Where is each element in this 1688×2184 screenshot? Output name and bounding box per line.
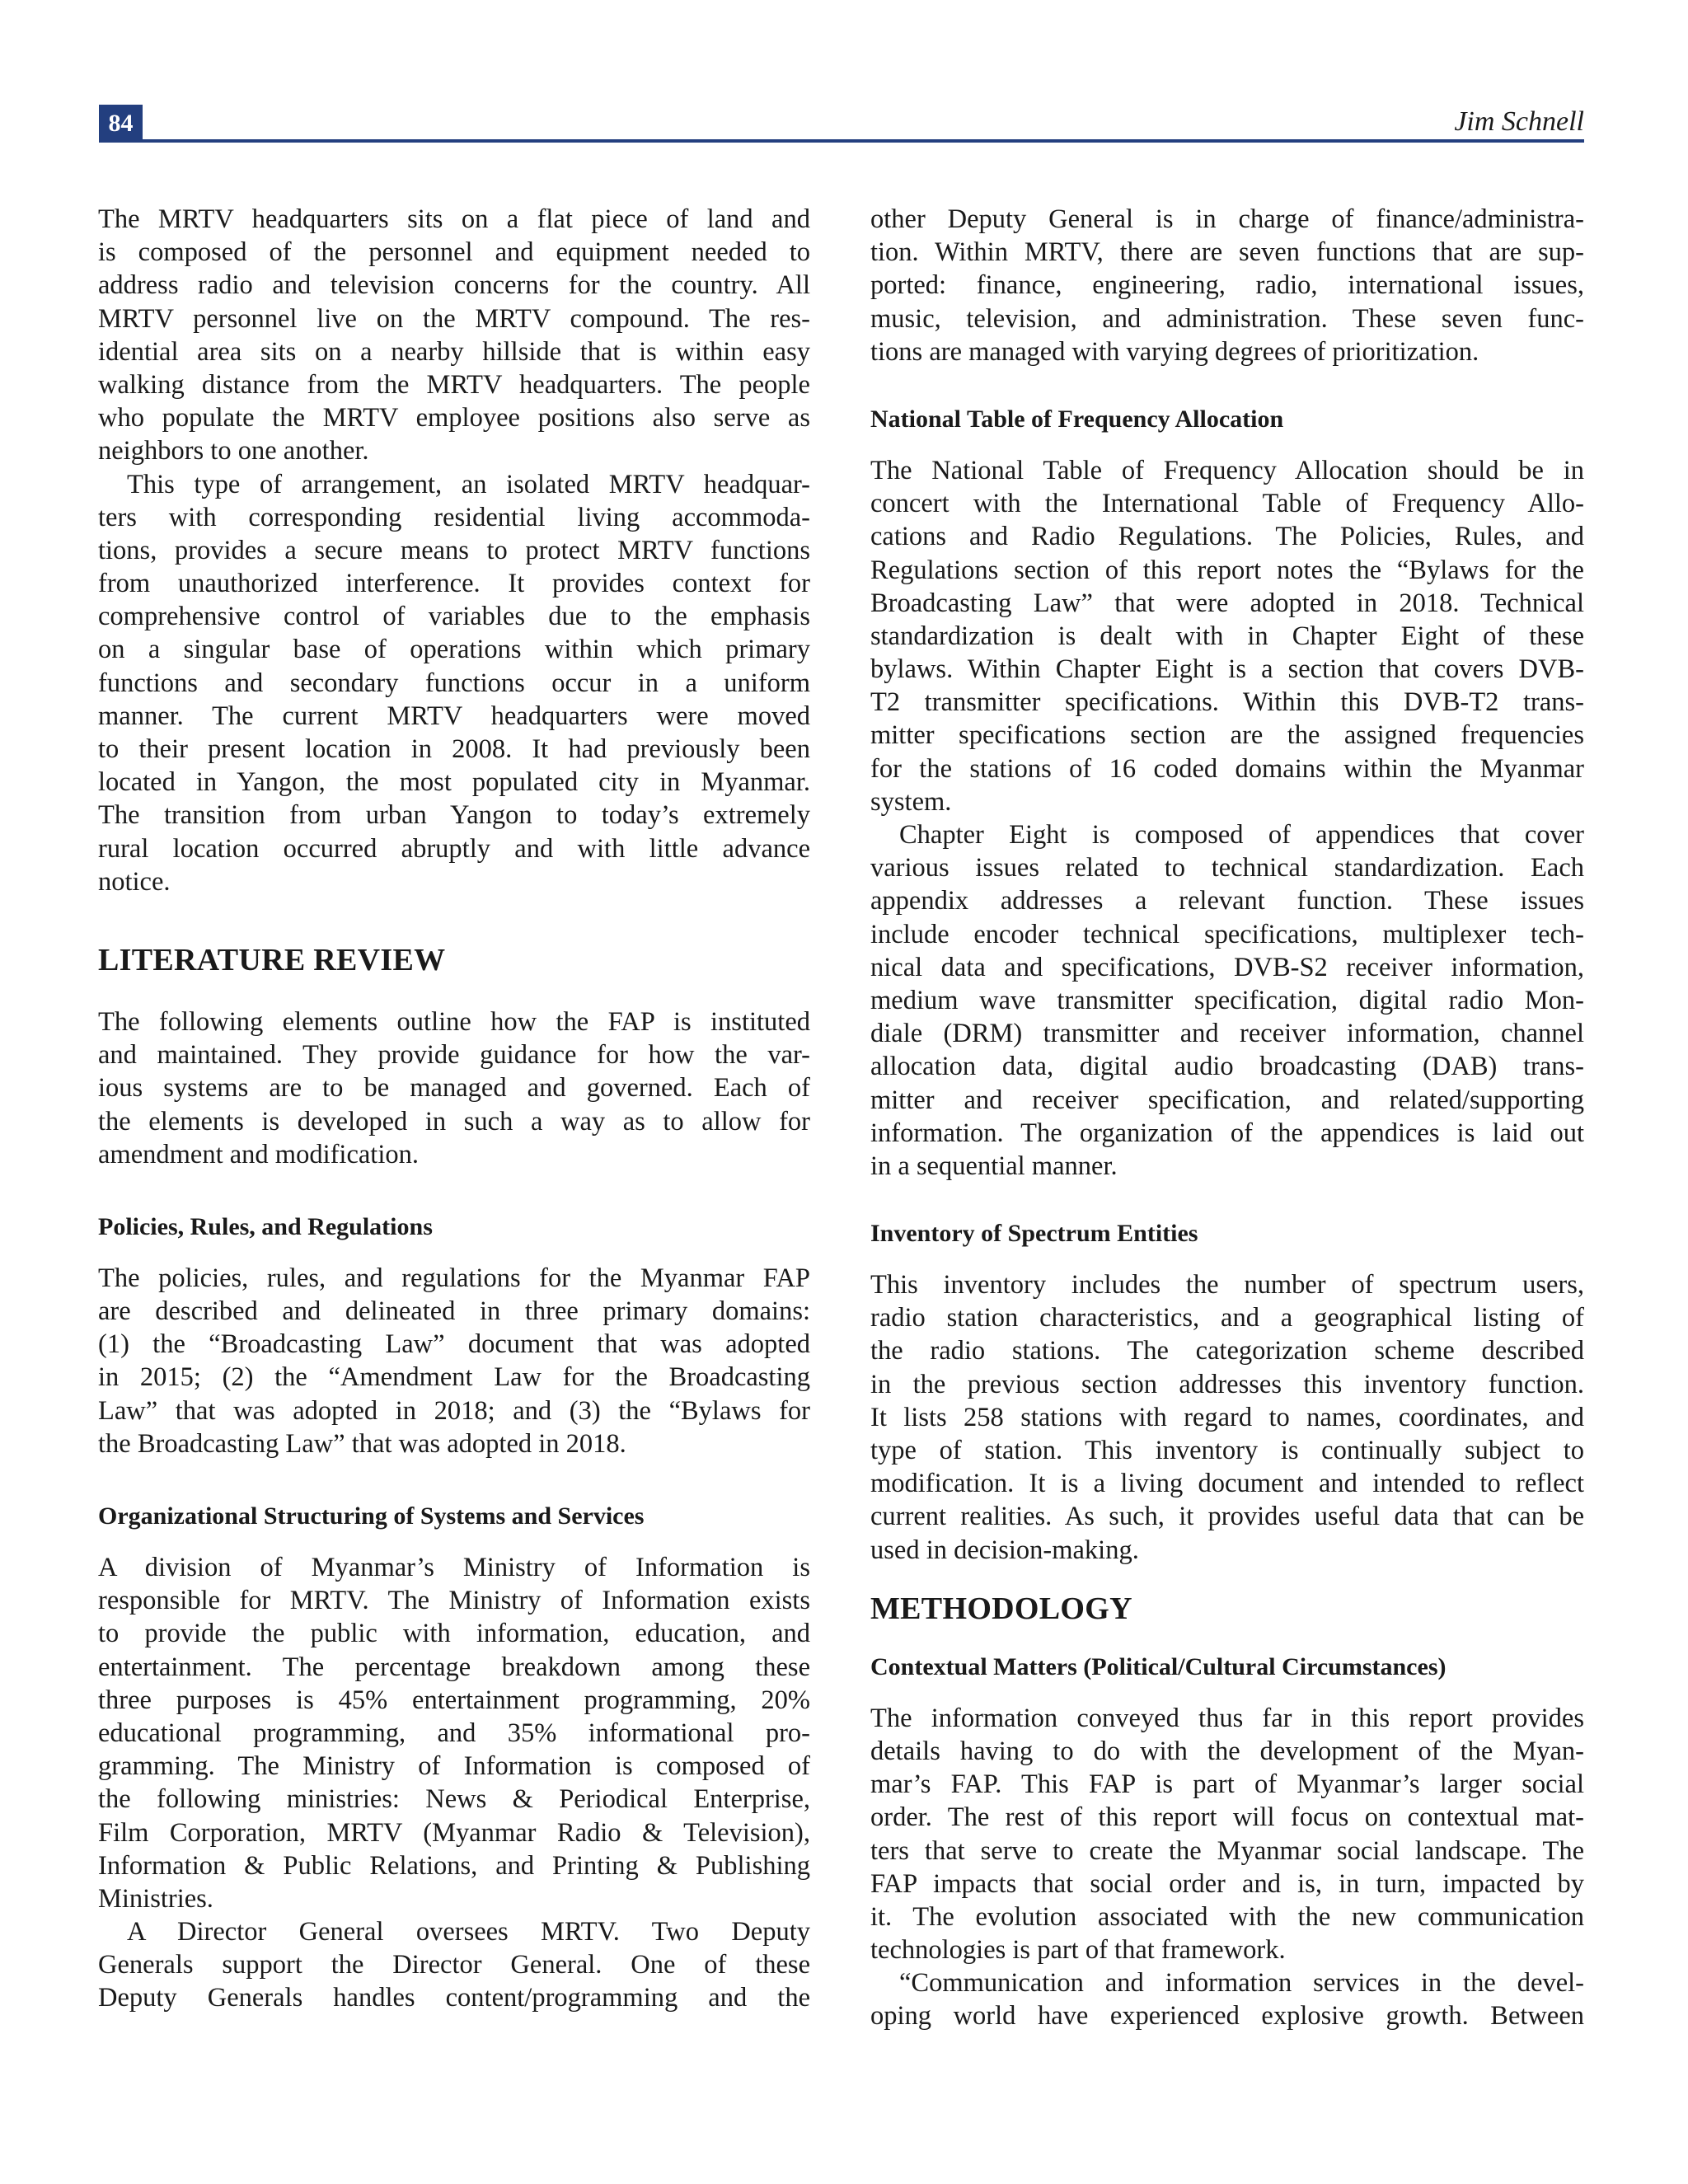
text-line: gramming. The Ministry of Information is composed of [98,1751,810,1782]
text-line: various issues related to technical standardization. Each [870,853,1584,883]
text-line: bylaws. Within Chapter Eight is a section that covers DVB- [870,654,1584,685]
text-line: tions, provides a secure means to protect MRTV functions [98,535,810,565]
spacer [870,1183,1584,1217]
text-line: ters that serve to create the Myanmar social landscape. The [870,1835,1584,1866]
text-line: It lists 258 stations with regard to names, coordinates, and [870,1402,1584,1432]
paragraph [870,203,1584,368]
text-line: tion. Within MRTV, there are seven functions that are sup- [870,237,1584,268]
text-line: This inventory includes the number of spectrum users, [870,1270,1584,1301]
text-line: idential area sits on a nearby hillside that is within easy [98,336,810,367]
text-line: Regulations section of this report notes the “Bylaws for the [870,555,1584,585]
text-line: educational programming, and 35% informational pro- [98,1718,810,1748]
text-line: functions and secondary functions occur in a uniform [98,668,810,698]
text-line: A division of Myanmar’s Ministry of Information is [98,1553,810,1582]
text-line: from unauthorized interference. It provides context for [98,569,810,599]
text-line: ious systems are to be managed and governed. Each of [98,1073,810,1104]
text-line: radio station characteristics, and a geographical listing of [870,1303,1584,1333]
running-author: Jim Schnell [1454,106,1584,137]
text-line: Generals support the Director General. One of these [98,1950,810,1980]
text-line: The following elements outline how the FAP is instituted [98,1006,810,1037]
text-line: amendment and modification. [98,1139,419,1169]
text-line: the elements is developed in such a way as to allow for [98,1106,810,1137]
header-rule [99,139,1584,143]
paragraph [98,1005,810,1171]
text-line: concert with the International Table of Frequency Allo- [870,489,1584,519]
text-line: The National Table of Frequency Allocation should be in [870,455,1584,485]
paragraph [870,1268,1584,1567]
page-number: 84 [108,110,134,137]
text-line: the radio stations. The categorization scheme described [870,1336,1584,1366]
text-line: notice. [98,866,171,897]
spacer [98,898,810,941]
text-line: “Communication and information services in the devel- [899,1968,1584,1999]
text-line: ported: finance, engineering, radio, international issues, [870,270,1584,301]
text-line: in the previous section addresses this inventory function. [870,1369,1584,1399]
text-line: the Broadcasting Law” that was adopted in 2018. [98,1428,626,1459]
left-column [98,203,810,2015]
text-line: The transition from urban Yangon to today’s extremely [98,800,810,831]
text-line: used in decision-making. [870,1535,1139,1565]
spacer [98,1460,810,1500]
spacer [870,1684,1584,1702]
text-line: in 2015; (2) the “Amendment Law for the Broadcasting [98,1362,810,1393]
subsection-heading-ntfa: National Table of Frequency Allocation [870,405,1284,433]
text-line: rural location occurred abruptly and with little advance [98,833,810,864]
text-line: system. [870,786,952,817]
text-line: T2 transmitter specifications. Within this DVB-T2 trans- [870,687,1584,718]
paragraph [870,818,1584,1183]
text-line: walking distance from the MRTV headquarters. The people [98,369,810,400]
text-line: The MRTV headquarters sits on a flat piece of land and [98,204,810,234]
text-line: tions are managed with varying degrees of prioritization. [870,336,1479,367]
text-line: ters with corresponding residential living accommoda- [98,502,810,532]
paragraph [98,1262,810,1460]
paragraph [98,203,810,468]
text-line: and maintained. They provide guidance for how the var- [98,1040,810,1071]
paragraph [870,1702,1584,1967]
text-line: located in Yangon, the most populated city in Myanmar. [98,767,810,798]
paragraph [98,1915,810,2015]
text-line: diale (DRM) transmitter and receiver information, channel [870,1019,1584,1049]
text-line: manner. The current MRTV headquarters were moved [98,701,810,731]
text-line: music, television, and administration. These seven func- [870,303,1584,334]
text-line: The information conveyed thus far in this report provides [870,1703,1584,1733]
text-line: mar’s FAP. This FAP is part of Myanmar’s larger social [870,1769,1584,1800]
text-line: standardization is dealt with in Chapter Eight of these [870,621,1584,651]
text-line: other Deputy General is in charge of finance/administra- [870,204,1584,234]
text-line: comprehensive control of variables due to the emphasis [98,602,810,632]
text-line: oping world have experienced explosive growth. Between [870,2001,1584,2032]
text-line: cations and Radio Regulations. The Policies, Rules, and [870,522,1584,552]
text-line: it. The evolution associated with the new communication [870,1901,1584,1932]
text-line: Deputy Generals handles content/programming and the [98,1983,810,2013]
section-heading-literature-review: LITERATURE REVIEW [98,942,446,977]
subsection-heading-policies: Policies, Rules, and Regulations [98,1212,433,1240]
text-line: Law” that was adopted in 2018; and (3) the “Bylaws for [98,1395,810,1426]
text-line: mitter and receiver specification, and related/supporting [870,1085,1584,1115]
text-line: include encoder technical specifications, multiplexer tech- [870,919,1584,949]
text-line: in a sequential manner. [870,1151,1118,1181]
text-line: allocation data, digital audio broadcasting (DAB) trans- [870,1052,1584,1082]
text-line: (1) the “Broadcasting Law” document that was adopted [98,1329,810,1360]
text-line: Ministries. [98,1883,213,1914]
text-line: current realities. As such, it provides useful data that can be [870,1502,1584,1532]
text-line: neighbors to one another. [98,436,369,466]
text-line: medium wave transmitter specification, digital radio Mon- [870,985,1584,1015]
text-line: are described and delineated in three primary domains: [98,1296,810,1327]
text-line: to provide the public with information, education, and [98,1619,810,1649]
text-line: appendix addresses a relevant function. These issues [870,886,1584,916]
text-line: type of station. This inventory is continually subject to [870,1436,1584,1465]
paragraph [98,1551,810,1915]
text-line: Information & Public Relations, and Printing & Publishing [98,1850,810,1881]
text-line: three purposes is 45% entertainment programming, 20% [98,1685,810,1715]
spacer [98,979,810,1005]
right-column [870,203,1584,2033]
text-line: to their present location in 2008. It had previously been [98,734,810,764]
text-line: This type of arrangement, an isolated MRTV headquar- [127,469,810,499]
spacer [870,368,1584,403]
spacer [98,1171,810,1211]
text-line: the following ministries: News & Periodical Enterprise, [98,1784,810,1815]
text-line: MRTV personnel live on the MRTV compound. The res- [98,303,810,334]
text-line: address radio and television concerns for the country. All [98,270,810,301]
text-line: technologies is part of that framework. [870,1935,1286,1966]
text-line: The policies, rules, and regulations for the Myanmar FAP [98,1263,810,1293]
text-line: information. The organization of the appendices is laid out [870,1118,1584,1148]
text-line: mitter specifications section are the assigned frequencies [870,720,1584,751]
text-line: Film Corporation, MRTV (Myanmar Radio & Television), [98,1817,810,1848]
text-line: entertainment. The percentage breakdown among these [98,1652,810,1682]
subsection-heading-organizational: Organizational Structuring of Systems and Services [98,1502,645,1530]
text-line: nical data and specifications, DVB-S2 receiver information, [870,952,1584,982]
text-line: responsible for MRTV. The Ministry of Information exists [98,1586,810,1616]
spacer [870,1628,1584,1651]
spacer [870,1567,1584,1590]
spacer [98,1244,810,1262]
spacer [870,436,1584,454]
section-heading-methodology: METHODOLOGY [870,1591,1132,1626]
text-line: is composed of the personnel and equipment needed to [98,237,810,268]
spacer [98,1533,810,1551]
text-line: on a singular base of operations within which primary [98,635,810,665]
text-line: who populate the MRTV employee positions also serve as [98,403,810,434]
text-line: details having to do with the development of the Myan- [870,1736,1584,1766]
paragraph [98,468,810,898]
paragraph [870,454,1584,818]
spacer [870,1250,1584,1268]
subsection-heading-inventory: Inventory of Spectrum Entities [870,1220,1198,1248]
text-line: A Director General oversees MRTV. Two Deputy [127,1917,810,1947]
paragraph [870,1966,1584,2032]
text-line: order. The rest of this report will focus on contextual mat- [870,1802,1584,1833]
text-line: Broadcasting Law” that were adopted in 2018. Technical [870,588,1584,618]
text-line: for the stations of 16 coded domains within the Myanmar [870,753,1584,784]
text-line: modification. It is a living document and intended to reflect [870,1469,1584,1499]
text-line: FAP impacts that social order and is, in turn, impacted by [870,1868,1584,1899]
text-line: Chapter Eight is composed of appendices that cover [899,820,1584,850]
subsection-heading-contextual: Contextual Matters (Political/Cultural Circumstances) [870,1652,1447,1680]
